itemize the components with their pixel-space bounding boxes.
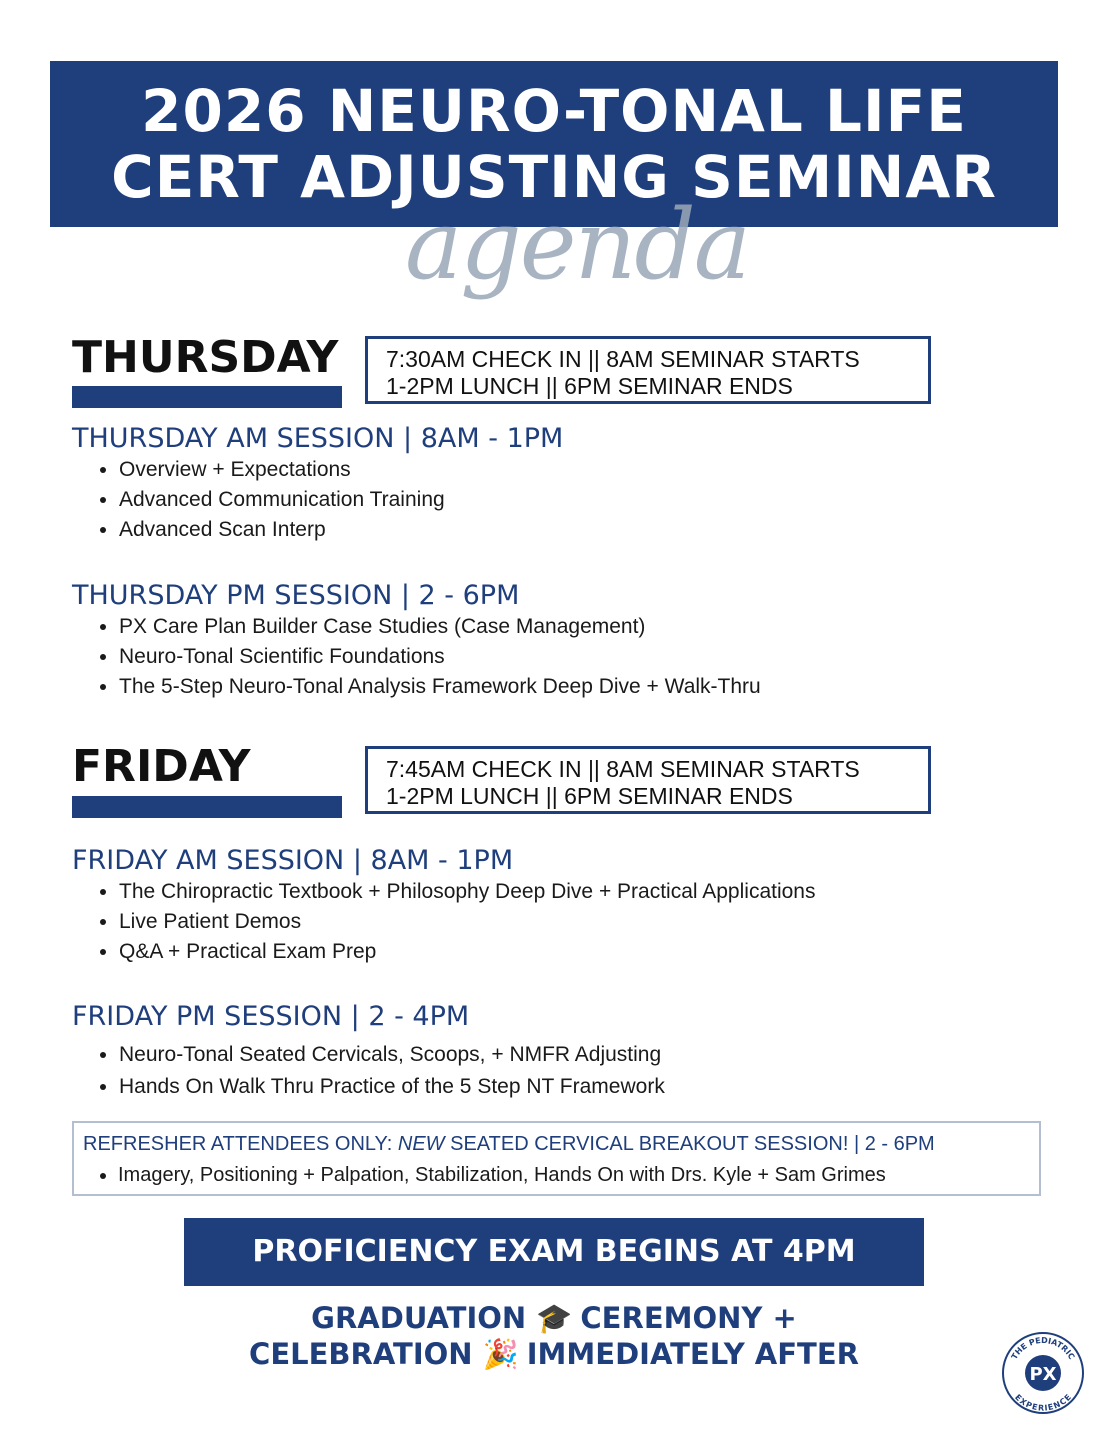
graduation-word: GRADUATION [311,1301,527,1335]
list-item: • The Chiropractic Textbook + Philosophy Deep Dive + Practical Applications [119,877,815,907]
graduation-line-2 [150,1336,958,1372]
graduation-line-1 [150,1300,958,1336]
thursday-heading: THURSDAY [72,332,339,383]
title-line-1: 2026 NEURO-TONAL LIFE [141,77,967,145]
list-item: • Neuro-Tonal Scientific Foundations [119,642,761,672]
thursday-pm-list [95,612,761,702]
thursday-times-line-1: 7:30AM CHECK IN || 8AM SEMINAR STARTS [386,346,860,372]
list-item: • Neuro-Tonal Seated Cervicals, Scoops, + NMFR Adjusting [119,1039,665,1071]
friday-am-list [95,877,815,967]
logo-monogram: PX [1029,1364,1057,1385]
logo-ring-top: THE PEDIATRIC [1009,1335,1077,1362]
refresher-title-new: NEW [397,1133,445,1155]
celebration-word: CELEBRATION [249,1337,473,1371]
list-item: • PX Care Plan Builder Case Studies (Case Management) [119,612,761,642]
thursday-times-line-2: 1-2PM LUNCH || 6PM SEMINAR ENDS [386,373,793,399]
logo-ring-bottom: EXPERIENCE [1013,1392,1073,1413]
thursday-am-title: THURSDAY AM SESSION | 8AM - 1PM [72,423,564,454]
proficiency-exam-banner: PROFICIENCY EXAM BEGINS AT 4PM [184,1218,924,1286]
title-line-2: CERT ADJUSTING SEMINAR [111,143,997,211]
list-item: • Live Patient Demos [119,907,815,937]
list-item: • The 5-Step Neuro-Tonal Analysis Framework Deep Dive + Walk-Thru [119,672,761,702]
friday-underline-bar [72,796,342,818]
refresher-title-prefix: REFRESHER ATTENDEES ONLY: [83,1133,398,1155]
thursday-times-box [365,336,931,404]
list-item: • Advanced Communication Training [119,485,445,515]
graduation-text [150,1300,958,1372]
refresher-box [72,1121,1041,1196]
thursday-am-list [95,455,445,545]
friday-times-box [365,746,931,814]
list-item: • Hands On Walk Thru Practice of the 5 Step NT Framework [119,1071,665,1103]
refresher-title-suffix: SEATED CERVICAL BREAKOUT SESSION! | 2 - 6PM [444,1133,935,1155]
refresher-list [94,1160,886,1190]
friday-times-line-2: 1-2PM LUNCH || 6PM SEMINAR ENDS [386,783,793,809]
party-popper-icon: 🎉 [482,1337,519,1371]
thursday-underline-bar [72,386,342,408]
list-item: • Q&A + Practical Exam Prep [119,937,815,967]
refresher-title [83,1133,935,1156]
graduation-cap-icon: 🎓 [536,1301,573,1335]
list-item: • Overview + Expectations [119,455,445,485]
pediatric-experience-logo [1001,1331,1085,1415]
list-item: • Advanced Scan Interp [119,515,445,545]
immediately-after-text: IMMEDIATELY AFTER [526,1337,859,1371]
friday-pm-list [95,1039,665,1103]
friday-heading: FRIDAY [72,741,251,792]
ceremony-word: CEREMONY + [580,1301,797,1335]
agenda-script-word: agenda [405,189,750,301]
friday-times-line-1: 7:45AM CHECK IN || 8AM SEMINAR STARTS [386,756,860,782]
logo-svg [1001,1331,1085,1415]
friday-pm-title: FRIDAY PM SESSION | 2 - 4PM [72,1001,470,1032]
friday-am-title: FRIDAY AM SESSION | 8AM - 1PM [72,845,514,876]
thursday-pm-title: THURSDAY PM SESSION | 2 - 6PM [72,580,520,611]
list-item: • Imagery, Positioning + Palpation, Stabilization, Hands On with Drs. Kyle + Sam Grimes [118,1160,886,1190]
